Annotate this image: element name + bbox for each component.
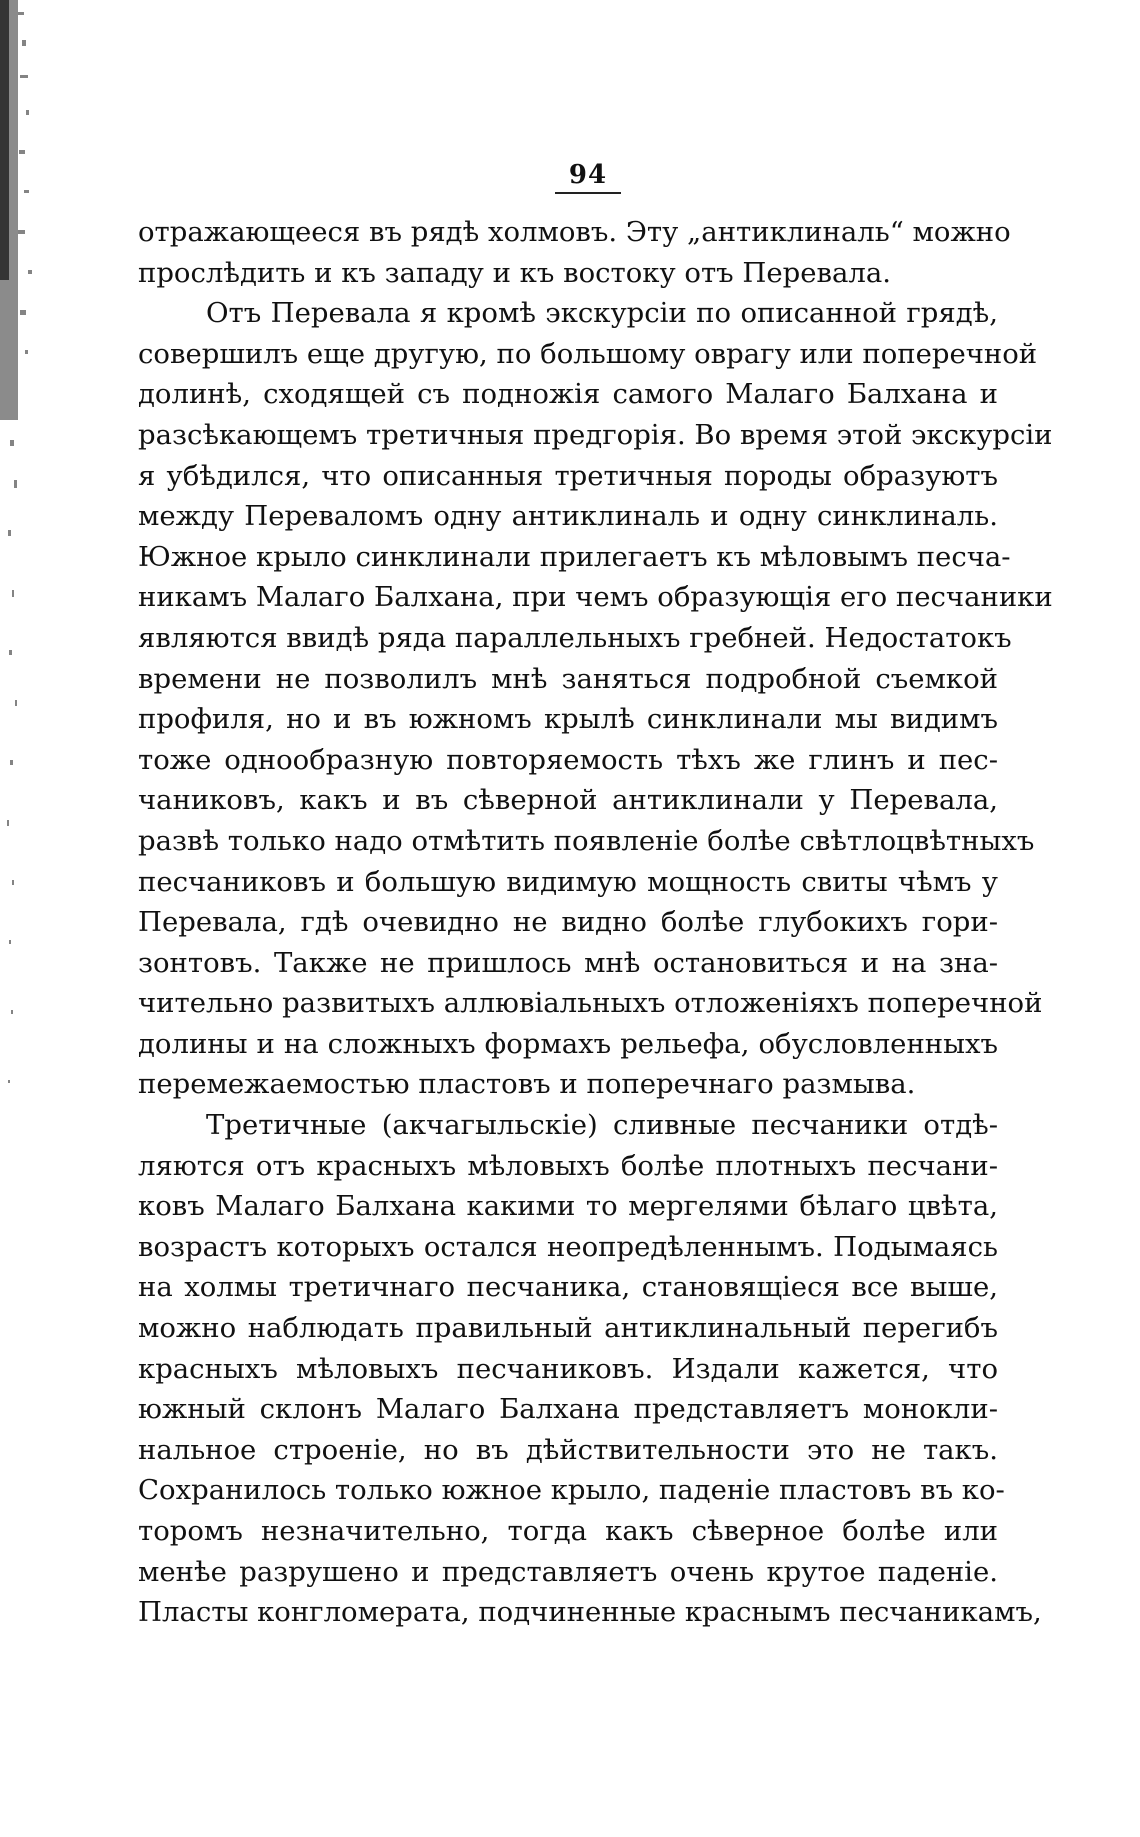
text-line: возрастъ которыхъ остался неопредѣленнымъ. Подымаясь (138, 1230, 998, 1263)
text-line: между Переваломъ одну антиклиналь и одну синклиналь. (138, 500, 998, 533)
document-page (138, 160, 1053, 1633)
scan-edge-marks (0, 0, 58, 1180)
text-line: долины и на сложныхъ формахъ рельефа, обусловленныхъ (138, 1027, 998, 1060)
text-line: Перевала, гдѣ очевидно не видно болѣе глубокихъ гори- (138, 906, 998, 939)
text-line: Южное крыло синклинали прилегаетъ къ мѣловымъ песча- (138, 540, 1011, 573)
text-line: Отъ Перевала я кромѣ экскурсіи по описанной грядѣ, (206, 297, 998, 330)
text-line: времени не позволилъ мнѣ заняться подробной съемкой (138, 662, 998, 695)
text-line: Третичные (акчагыльскіе) сливные песчаники отдѣ- (206, 1109, 998, 1142)
text-line: южный склонъ Малаго Балхана представляетъ монокли- (138, 1393, 998, 1426)
text-line: чаниковъ, какъ и въ сѣверной антиклинали у Перевала, (138, 784, 998, 817)
text-line: перемежаемостью пластовъ и поперечнаго размыва. (138, 1068, 916, 1101)
text-line: профиля, но и въ южномъ крылѣ синклинали мы видимъ (138, 703, 998, 736)
text-line: на холмы третичнаго песчаника, становящіеся все выше, (138, 1271, 998, 1304)
text-line: отражающееся въ рядѣ холмовъ. Эту „антиклиналь“ можно (138, 216, 1011, 248)
text-line: ковъ Малаго Балхана какими то мергелями бѣлаго цвѣта, (138, 1190, 998, 1223)
text-line: зонтовъ. Также не пришлось мнѣ остановиться и на зна- (138, 946, 998, 979)
text-line: чительно развитыхъ аллювіальныхъ отложеніяхъ поперечной (138, 987, 1043, 1020)
text-line: красныхъ мѣловыхъ песчаниковъ. Издали кажется, что (138, 1352, 998, 1385)
text-line: долинѣ, сходящей съ подножія самого Малаго Балхана и (138, 378, 998, 411)
text-line: нальное строеніе, но въ дѣйствительности это не такъ. (138, 1433, 998, 1466)
text-line: песчаниковъ и большую видимую мощность свиты чѣмъ у (138, 865, 998, 898)
text-line: являются ввидѣ ряда параллельныхъ гребней. Недостатокъ (138, 621, 1012, 654)
text-line: совершилъ еще другую, по большому оврагу или поперечной (138, 337, 1038, 370)
text-line: торомъ незначительно, тогда какъ сѣверное болѣе или (138, 1515, 998, 1547)
text-line: прослѣдить и къ западу и къ востоку отъ Перевала. (138, 256, 892, 289)
text-line: развѣ только надо отмѣтить появленіе болѣе свѣтлоцвѣтныхъ (138, 824, 1035, 857)
text-line: Пласты конгломерата, подчиненные краснымъ песчаникамъ, (138, 1596, 1042, 1629)
page-number: 94 (555, 160, 621, 194)
text-line: ляются отъ красныхъ мѣловыхъ болѣе плотныхъ песчани- (138, 1149, 998, 1182)
text-line: можно наблюдать правильный антиклинальный перегибъ (138, 1312, 998, 1345)
text-line: я убѣдился, что описанныя третичныя породы образуютъ (138, 459, 998, 492)
text-line: тоже однообразную повторяемость тѣхъ же глинъ и пес- (138, 743, 998, 776)
text-line: Сохранилось только южное крыло, паденіе пластовъ въ ко- (138, 1474, 1005, 1507)
body-text (138, 212, 1053, 1633)
page-number-area (178, 160, 998, 212)
text-line: разсѣкающемъ третичныя предгорія. Во время этой экскурсіи (138, 418, 1053, 451)
text-line: никамъ Малаго Балхана, при чемъ образующія его песчаники (138, 581, 1053, 614)
text-line: менѣе разрушено и представляетъ очень крутое паденіе. (138, 1555, 998, 1588)
